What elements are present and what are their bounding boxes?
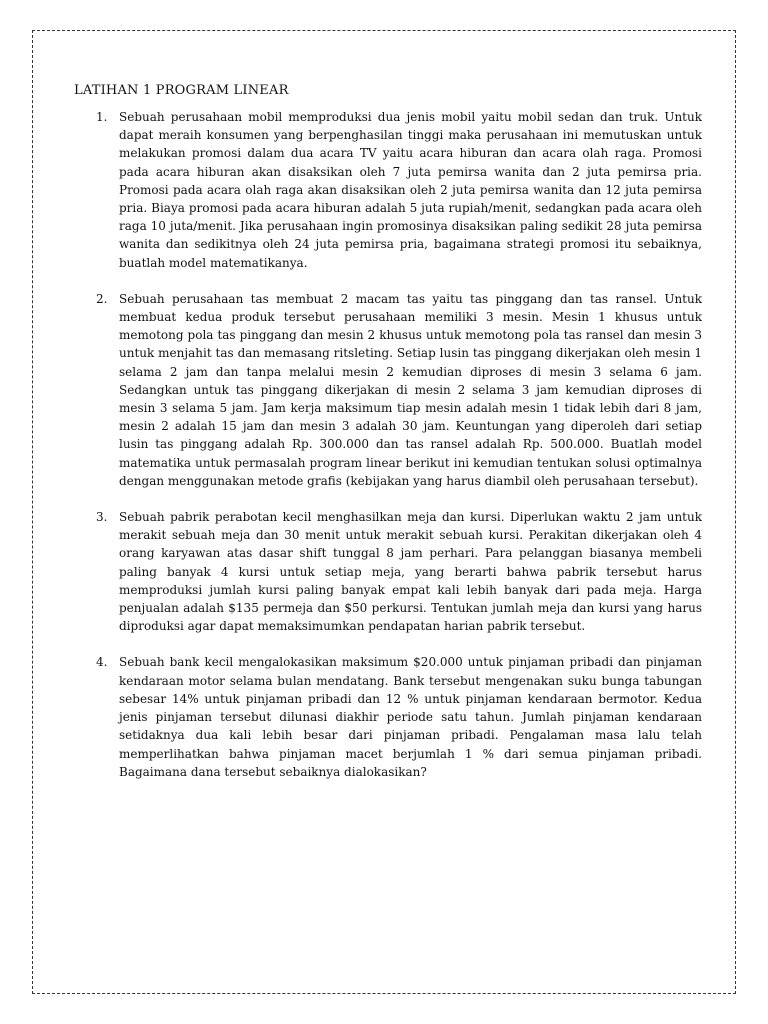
problem-text: Sebuah bank kecil mengalokasikan maksimum $20.000 untuk pinjaman pribadi dan pinjaman kendaraan motor selama bulan mendatang. Bank tersebut mengenakan suku bunga tabungan sebesar 14% untuk pinjaman pribadi dan 12 % untuk pinjaman kendaraan bermotor. Kedua jenis pinjaman tersebut dilunasi diakhir periode satu tahun. Jumlah pinjaman kendaraan setidaknya dua kali lebih besar dari pinjaman pribadi. Pengalaman masa lalu telah memperlihatkan bahwa pinjaman macet berjumlah 1 % dari semua pinjaman pribadi. Bagaimana dana tersebut sebaiknya dialokasikan? bbox=[119, 655, 702, 779]
problem-item-3 bbox=[74, 508, 702, 635]
problem-item-1 bbox=[74, 108, 702, 272]
problem-number: 2. bbox=[96, 291, 108, 306]
document-title: LATIHAN 1 PROGRAM LINEAR bbox=[74, 83, 289, 98]
problem-text: Sebuah perusahaan tas membuat 2 macam tas yaitu tas pinggang dan tas ransel. Untuk membuat kedua produk tersebut perusahaan memiliki 3 mesin. Mesin 1 khusus untuk memotong pola tas pinggang dan mesin 2 khusus untuk memotong pola tas ransel dan mesin 3 untuk menjahit tas dan memasang ritsleting. Setiap lusin tas pinggang dikerjakan oleh mesin 1 selama 2 jam dan tanpa melalui mesin 2 kemudian diproses di mesin 3 selama 6 jam. Sedangkan untuk tas pinggang dikerjakan di mesin 2 selama 3 jam kemudian diproses di mesin 3 selama 5 jam. Jam kerja maksimum tiap mesin adalah mesin 1 tidak lebih dari 8 jam, mesin 2 adalah 15 jam dan mesin 3 adalah 30 jam. Keuntungan yang diperoleh dari setiap lusin tas pinggang adalah Rp. 300.000 dan tas ransel adalah Rp. 500.000. Buatlah model matematika untuk permasalah program linear berikut ini kemudian tentukan solusi optimalnya dengan menggunakan metode grafis (kebijakan yang harus diambil oleh perusahaan tersebut). bbox=[119, 291, 702, 488]
problem-item-2 bbox=[74, 290, 702, 490]
problem-list bbox=[74, 108, 702, 781]
problem-text: Sebuah pabrik perabotan kecil menghasilkan meja dan kursi. Diperlukan waktu 2 jam untuk merakit sebuah meja dan 30 menit untuk merakit sebuah kursi. Perakitan dikerjakan oleh 4 orang karyawan atas dasar shift tunggal 8 jam perhari. Para pelanggan biasanya membeli paling banyak 4 kursi untuk setiap meja, yang berarti bahwa pabrik tersebut harus memproduksi jumlah kursi paling banyak empat kali lebih banyak dari pada meja. Harga penjualan adalah $135 permeja dan $50 perkursi. Tentukan jumlah meja dan kursi yang harus diproduksi agar dapat memaksimumkan pendapatan harian pabrik tersebut. bbox=[119, 510, 702, 634]
problem-number: 4. bbox=[96, 655, 108, 670]
problem-text: Sebuah perusahaan mobil memproduksi dua jenis mobil yaitu mobil sedan dan truk. Untuk dapat meraih konsumen yang berpenghasilan tinggi maka perusahaan ini memutuskan untuk melakukan promosi dalam dua acara TV yaitu acara hiburan dan acara olah raga. Promosi pada acara hiburan akan disaksikan oleh 7 juta pemirsa wanita dan 2 juta pemirsa pria. Promosi pada acara olah raga akan disaksikan oleh 2 juta pemirsa wanita dan 12 juta pemirsa pria. Biaya promosi pada acara hiburan adalah 5 juta rupiah/menit, sedangkan pada acara oleh raga 10 juta/menit. Jika perusahaan ingin promosinya disaksikan paling sedikit 28 juta pemirsa wanita dan sedikitnya oleh 24 juta pemirsa pria, bagaimana strategi promosi itu sebaiknya, buatlah model matematikanya. bbox=[119, 110, 702, 270]
problem-item-4 bbox=[74, 653, 702, 780]
problem-number: 1. bbox=[96, 110, 108, 124]
problem-number: 3. bbox=[96, 510, 108, 525]
document-body bbox=[74, 83, 702, 799]
